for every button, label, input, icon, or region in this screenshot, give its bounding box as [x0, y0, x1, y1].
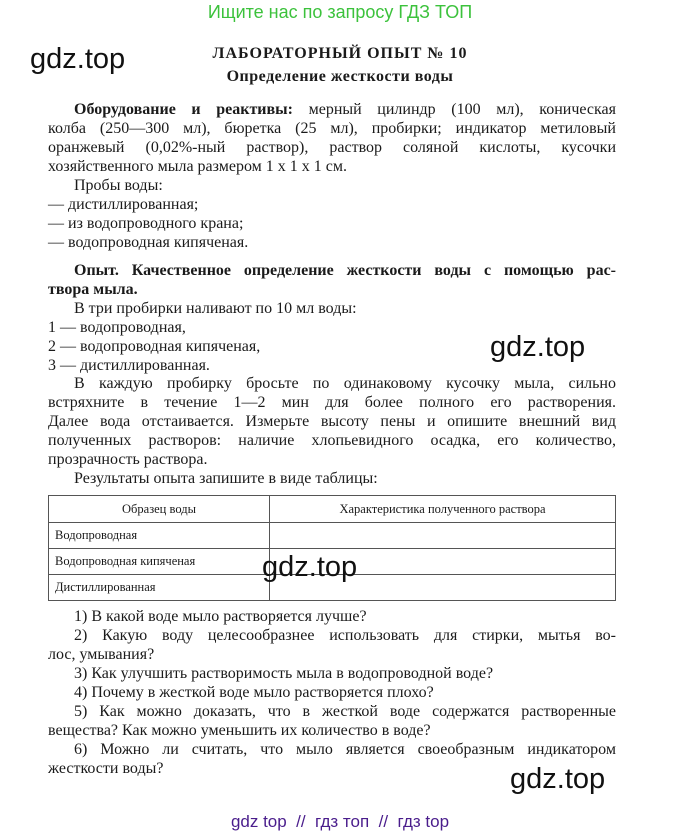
experiment-line: Далее вода отстаивается. Измерьте высоту пены и опишите внешний вид	[48, 413, 616, 430]
question: 3) Как улучшить растворимость мыла в водопроводной воде?	[74, 665, 494, 682]
sample-cell: Водопроводная кипяченая	[49, 549, 270, 575]
results-table	[48, 495, 616, 601]
column-header: Характеристика полученного раствора	[270, 496, 616, 523]
equipment-line: хозяйственного мыла размером 1 x 1 x 1 см.	[48, 158, 348, 175]
experiment-line: В три пробирки наливают по 10 мл воды:	[74, 300, 357, 317]
page-title: ЛАБОРАТОРНЫЙ ОПЫТ № 10	[212, 45, 468, 62]
result-cell[interactable]	[270, 523, 616, 549]
watermark: gdz.top	[490, 331, 586, 363]
table-row	[49, 523, 616, 549]
sample-item: — водопроводная кипяченая.	[48, 234, 249, 251]
experiment-heading: Опыт. Качественное определение жесткости воды с помощью рас-	[74, 262, 616, 279]
watermark: gdz.top	[262, 551, 358, 583]
question: лос, умывания?	[48, 646, 155, 663]
question: вещества? Как можно уменьшить их количество в воде?	[48, 722, 431, 739]
sample-item: — из водопроводного крана;	[48, 215, 244, 232]
sample-cell: Водопроводная	[49, 523, 270, 549]
experiment-line: Результаты опыта запишите в виде таблицы:	[74, 470, 378, 487]
page-subtitle: Определение жесткости воды	[226, 68, 454, 85]
experiment-line: 2 — водопроводная кипяченая,	[48, 338, 261, 355]
samples-label: Пробы воды:	[74, 177, 163, 194]
equipment-label: Оборудование и реактивы:	[74, 101, 293, 118]
question: 1) В какой воде мыло растворяется лучше?	[74, 608, 367, 625]
experiment-line: встряхните в течение 1—2 мин для более полного его растворения.	[48, 394, 616, 411]
table-header-row	[49, 496, 616, 523]
equipment-line: колба (250—300 мл), бюретка (25 мл), пробирки; индикатор метиловый	[48, 120, 616, 137]
experiment-line: полученных растворов: наличие хлопьевидного осадка, его количество,	[48, 432, 616, 449]
experiment-line: 3 — дистиллированная.	[48, 357, 210, 374]
question: 2) Какую воду целесообразнее использовать для стирки, мытья во-	[74, 627, 616, 644]
experiment-line: 1 — водопроводная,	[48, 319, 186, 336]
sample-cell: Дистиллированная	[49, 575, 270, 601]
sample-item: — дистиллированная;	[48, 196, 199, 213]
experiment-line: В каждую пробирку бросьте по одинаковому кусочку мыла, сильно	[74, 375, 616, 392]
text: мерный цилиндр (100 мл), коническая	[292, 101, 616, 118]
footer-links[interactable]: gdz top // гдз топ // гдз top	[230, 812, 450, 831]
equipment-line	[74, 100, 616, 119]
experiment-line: прозрачность раствора.	[48, 451, 208, 468]
watermark: gdz.top	[30, 43, 126, 75]
question: жесткости воды?	[48, 760, 164, 777]
equipment-line: оранжевый (0,02%-ный раствор), раствор соляной кислоты, кусочки	[48, 139, 616, 156]
question: 4) Почему в жесткой воде мыло растворяется плохо?	[74, 684, 434, 701]
search-banner[interactable]: Ищите нас по запросу ГДЗ ТОП	[207, 2, 473, 22]
question: 6) Можно ли считать, что мыло является своеобразным индикатором	[74, 741, 616, 758]
question: 5) Как можно доказать, что в жесткой воде содержатся растворенные	[74, 703, 616, 720]
watermark: gdz.top	[510, 763, 606, 795]
column-header: Образец воды	[49, 496, 270, 523]
experiment-heading: твора мыла.	[48, 281, 138, 298]
